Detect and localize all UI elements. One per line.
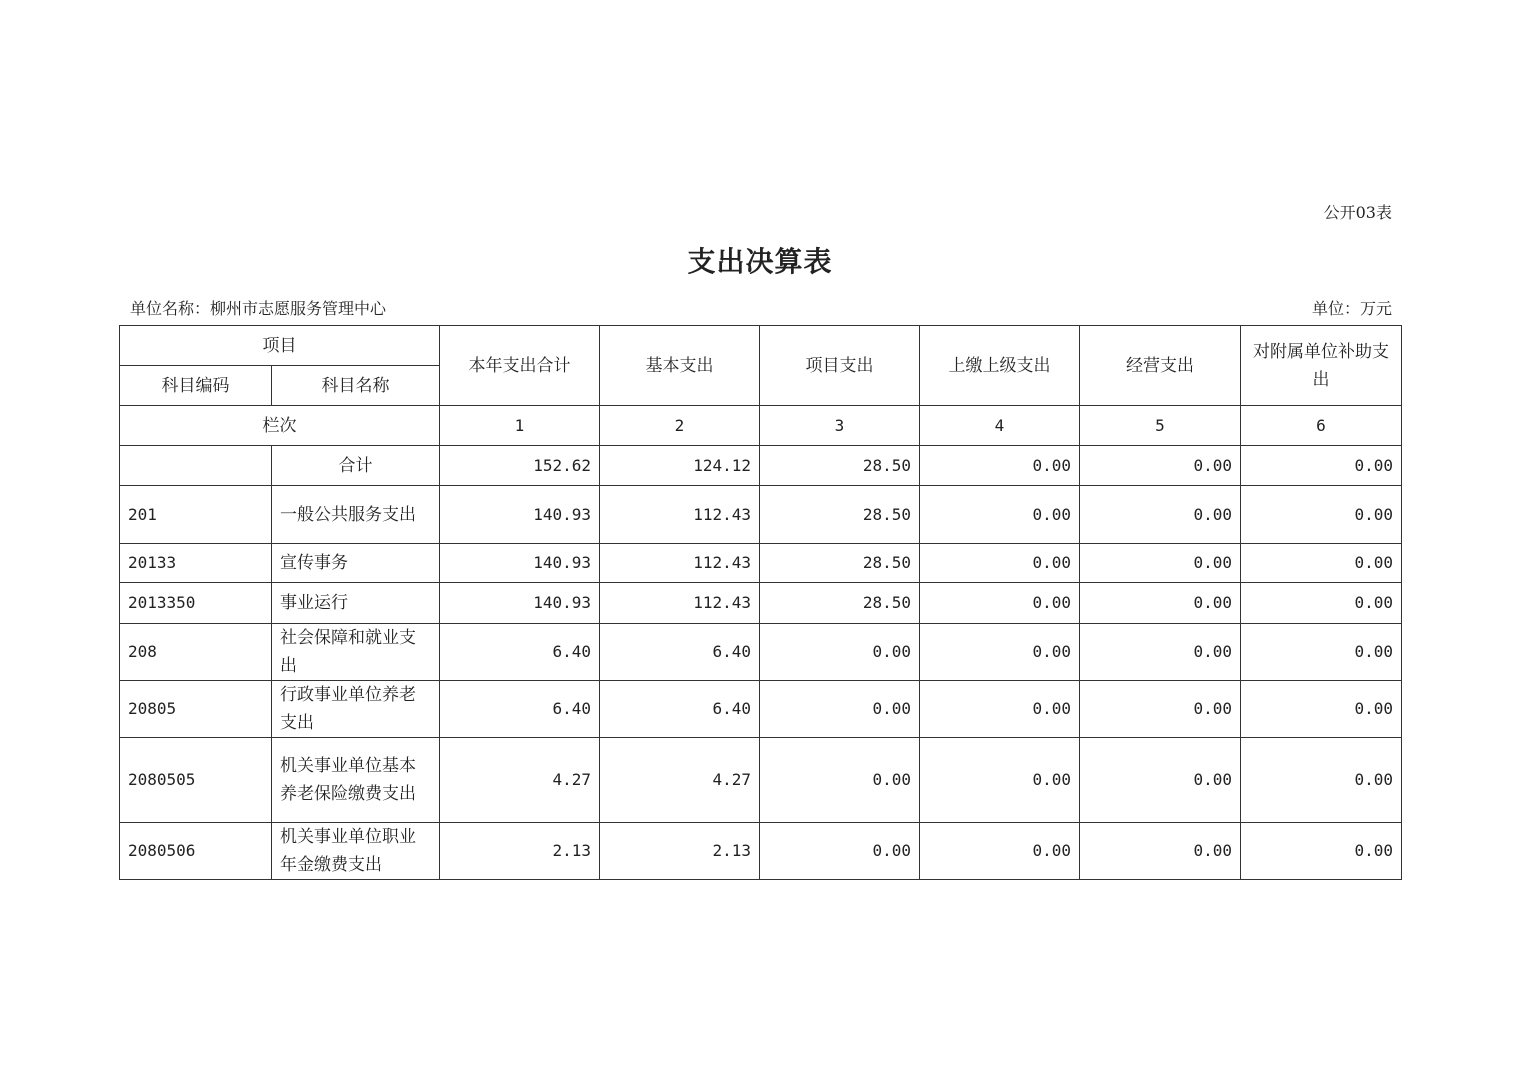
table-row xyxy=(120,823,1402,880)
unit-name-label: 单位名称：柳州市志愿服务管理中心 xyxy=(130,299,387,318)
table-row xyxy=(120,624,1402,681)
row-code: 208 xyxy=(120,624,272,681)
total-value: 0.00 xyxy=(1080,446,1241,486)
total-row-code xyxy=(120,446,272,486)
index-col-3: 3 xyxy=(760,406,920,446)
row-code: 2013350 xyxy=(120,583,272,624)
row-name: 机关事业单位基本养老保险缴费支出 xyxy=(272,738,440,823)
col-header-basic: 基本支出 xyxy=(600,326,760,406)
row-value: 0.00 xyxy=(1080,486,1241,544)
row-value: 0.00 xyxy=(1241,486,1402,544)
row-code: 201 xyxy=(120,486,272,544)
row-value: 0.00 xyxy=(920,738,1080,823)
row-code: 20133 xyxy=(120,544,272,583)
row-code: 2080505 xyxy=(120,738,272,823)
row-code: 20805 xyxy=(120,681,272,738)
col-header-subsidy: 对附属单位补助支出 xyxy=(1241,326,1402,406)
row-value: 6.40 xyxy=(440,681,600,738)
table-row xyxy=(120,486,1402,544)
index-col-5: 5 xyxy=(1080,406,1241,446)
index-col-2: 2 xyxy=(600,406,760,446)
row-value: 0.00 xyxy=(920,823,1080,880)
row-value: 6.40 xyxy=(600,624,760,681)
row-value: 6.40 xyxy=(600,681,760,738)
row-value: 28.50 xyxy=(760,486,920,544)
row-value: 0.00 xyxy=(760,823,920,880)
row-value: 112.43 xyxy=(600,583,760,624)
row-value: 0.00 xyxy=(760,681,920,738)
index-col-4: 4 xyxy=(920,406,1080,446)
col-header-upper: 上缴上级支出 xyxy=(920,326,1080,406)
table-row xyxy=(120,583,1402,624)
row-value: 0.00 xyxy=(1241,823,1402,880)
index-col-1: 1 xyxy=(440,406,600,446)
row-value: 112.43 xyxy=(600,486,760,544)
table-row xyxy=(120,681,1402,738)
col-header-project: 项目支出 xyxy=(760,326,920,406)
header-row-1 xyxy=(120,326,1402,366)
page-title: 支出决算表 xyxy=(687,245,833,278)
index-col-6: 6 xyxy=(1241,406,1402,446)
row-value: 0.00 xyxy=(760,738,920,823)
total-row xyxy=(120,446,1402,486)
row-name: 事业运行 xyxy=(272,583,440,624)
total-value: 28.50 xyxy=(760,446,920,486)
row-value: 140.93 xyxy=(440,486,600,544)
row-value: 4.27 xyxy=(600,738,760,823)
table-row xyxy=(120,544,1402,583)
expenditure-table xyxy=(119,325,1402,880)
row-name: 一般公共服务支出 xyxy=(272,486,440,544)
row-value: 0.00 xyxy=(1080,738,1241,823)
row-value: 0.00 xyxy=(920,486,1080,544)
row-value: 140.93 xyxy=(440,583,600,624)
col-header-total: 本年支出合计 xyxy=(440,326,600,406)
row-value: 0.00 xyxy=(1080,823,1241,880)
row-value: 112.43 xyxy=(600,544,760,583)
row-value: 0.00 xyxy=(1080,544,1241,583)
row-value: 0.00 xyxy=(1241,738,1402,823)
col-header-item: 项目 xyxy=(120,326,440,366)
row-value: 0.00 xyxy=(1080,681,1241,738)
table-row xyxy=(120,738,1402,823)
currency-unit-label: 单位：万元 xyxy=(1311,299,1392,318)
row-code: 2080506 xyxy=(120,823,272,880)
total-value: 0.00 xyxy=(920,446,1080,486)
col-header-name: 科目名称 xyxy=(272,366,440,406)
row-name: 行政事业单位养老支出 xyxy=(272,681,440,738)
row-value: 0.00 xyxy=(920,624,1080,681)
col-header-code: 科目编码 xyxy=(120,366,272,406)
total-row-label: 合计 xyxy=(272,446,440,486)
row-value: 0.00 xyxy=(920,681,1080,738)
total-value: 152.62 xyxy=(440,446,600,486)
row-value: 28.50 xyxy=(760,544,920,583)
row-name: 机关事业单位职业年金缴费支出 xyxy=(272,823,440,880)
index-row-label: 栏次 xyxy=(120,406,440,446)
row-value: 2.13 xyxy=(440,823,600,880)
index-row xyxy=(120,406,1402,446)
row-value: 28.50 xyxy=(760,583,920,624)
row-value: 0.00 xyxy=(760,624,920,681)
row-value: 0.00 xyxy=(920,583,1080,624)
row-value: 6.40 xyxy=(440,624,600,681)
row-value: 0.00 xyxy=(1080,624,1241,681)
row-value: 2.13 xyxy=(600,823,760,880)
row-name: 宣传事务 xyxy=(272,544,440,583)
row-value: 0.00 xyxy=(1241,681,1402,738)
form-number: 公开03表 xyxy=(1323,203,1392,222)
row-value: 0.00 xyxy=(920,544,1080,583)
row-value: 140.93 xyxy=(440,544,600,583)
row-value: 0.00 xyxy=(1080,583,1241,624)
total-value: 124.12 xyxy=(600,446,760,486)
col-header-business: 经营支出 xyxy=(1080,326,1241,406)
row-name: 社会保障和就业支出 xyxy=(272,624,440,681)
row-value: 4.27 xyxy=(440,738,600,823)
row-value: 0.00 xyxy=(1241,624,1402,681)
row-value: 0.00 xyxy=(1241,583,1402,624)
row-value: 0.00 xyxy=(1241,544,1402,583)
total-value: 0.00 xyxy=(1241,446,1402,486)
